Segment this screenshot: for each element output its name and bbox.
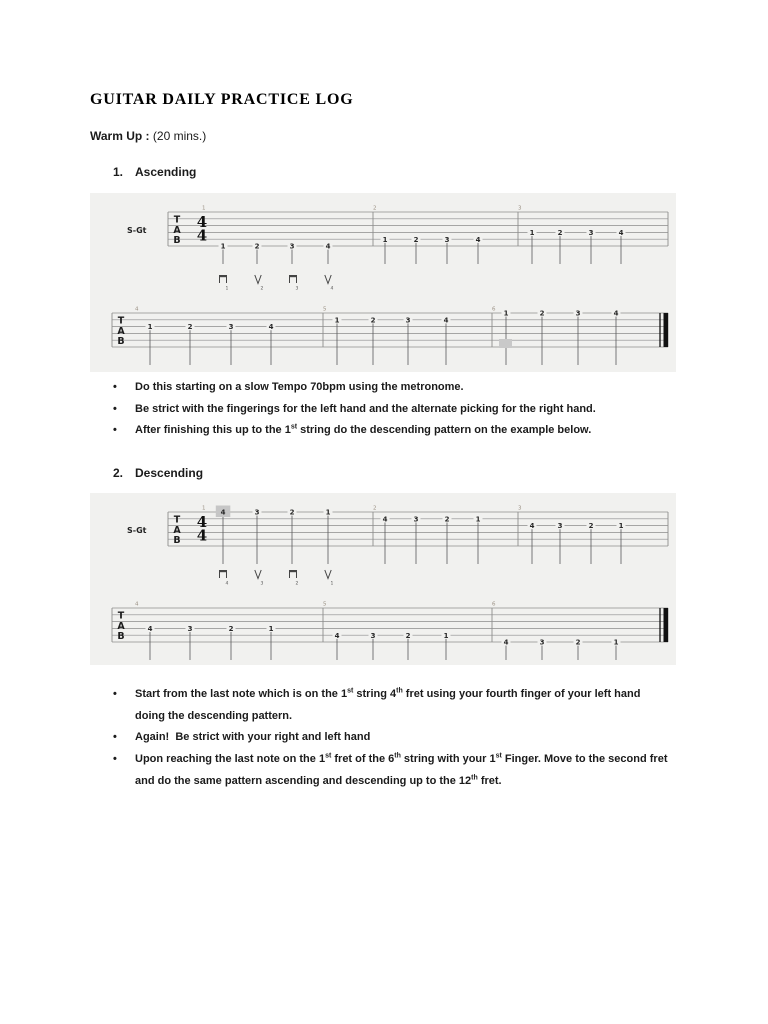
bullet-text: Do this starting on a slow Tempo 70bpm using the metronome. — [135, 381, 464, 393]
fret-number: 2 — [444, 515, 450, 524]
fret-number: 3 — [444, 235, 450, 244]
measure-number: 1 — [202, 505, 206, 512]
fret-number: 2 — [405, 631, 411, 640]
fret-number: 2 — [413, 235, 419, 244]
bullet-item — [112, 727, 672, 749]
page-title: GUITAR DAILY PRACTICE LOG — [90, 91, 354, 108]
fret-number: 4 — [613, 309, 619, 318]
tab-staff-svg — [90, 193, 676, 372]
upstroke-icon — [255, 570, 261, 579]
instrument-label: S-Gt — [127, 226, 147, 235]
fret-number: 2 — [254, 242, 260, 251]
bullet-glyph: • — [113, 381, 117, 393]
fret-number: 3 — [413, 515, 419, 524]
section-label: Descending — [135, 466, 204, 480]
fret-number: 1 — [147, 323, 153, 332]
fret-number: 1 — [613, 638, 619, 647]
bullet-text: Start from the last note which is on the 1st string 4th fret using your fourth finger of your left hand doing the descending pattern. — [135, 687, 641, 722]
fret-number: 3 — [228, 323, 234, 332]
warm-up-label: Warm Up : — [90, 129, 150, 143]
fret-number: 1 — [529, 229, 535, 237]
fret-number: 1 — [382, 235, 388, 244]
final-barline — [664, 608, 669, 642]
fret-number: 2 — [370, 316, 376, 325]
tab-image-descending — [90, 493, 676, 665]
tab-clef-letter: B — [173, 535, 181, 546]
bullet-text: Again! Be strict with your right and left hand — [135, 731, 371, 744]
picking-finger-digit: 4 — [225, 581, 229, 587]
time-signature-digit: 4 — [196, 526, 208, 545]
fret-number: 3 — [557, 522, 563, 531]
fret-number: 3 — [575, 309, 581, 318]
fret-number: 4 — [325, 242, 331, 251]
tab-clef-letter: T — [173, 214, 181, 226]
measure-number: 4 — [135, 306, 139, 313]
fret-number: 4 — [220, 508, 226, 517]
section-heading-ascending — [113, 165, 196, 179]
section-number: 2. — [113, 466, 124, 480]
fret-number: 4 — [382, 515, 388, 524]
section-number: 1. — [113, 165, 124, 179]
fret-number: 2 — [557, 229, 563, 237]
bullet-glyph: • — [113, 424, 117, 437]
tab-clef-letter: A — [117, 325, 125, 337]
warm-up-line — [90, 129, 206, 143]
edit-cursor — [499, 339, 512, 348]
time-signature-digit: 4 — [196, 226, 208, 245]
bullet-item — [112, 399, 672, 421]
fret-number: 4 — [147, 625, 153, 633]
fret-number: 1 — [443, 631, 449, 640]
downstroke-icon — [219, 275, 227, 283]
tab-clef-letter: A — [173, 524, 181, 536]
measure-number: 2 — [373, 505, 377, 512]
fret-number: 2 — [539, 309, 545, 318]
fret-number: 1 — [220, 242, 226, 251]
fret-number: 4 — [475, 235, 481, 244]
measure-number: 6 — [492, 306, 496, 313]
bullet-list-descending — [112, 684, 672, 793]
fret-number: 2 — [228, 625, 234, 633]
fret-number: 1 — [268, 625, 274, 633]
picking-finger-digit: 2 — [295, 581, 299, 587]
picking-finger-digit: 3 — [260, 581, 264, 587]
downstroke-icon — [289, 570, 297, 578]
fret-number: 4 — [334, 631, 340, 640]
tab-clef-letter: B — [117, 631, 125, 642]
measure-number: 3 — [518, 505, 522, 512]
time-signature-digit: 4 — [196, 512, 208, 531]
picking-finger-digit: 1 — [330, 581, 334, 587]
fret-number: 1 — [618, 522, 624, 531]
measure-number: 2 — [373, 205, 377, 212]
upstroke-icon — [255, 275, 261, 284]
bullet-glyph: • — [113, 731, 117, 744]
fret-number: 2 — [575, 638, 581, 647]
bullet-glyph: • — [113, 402, 117, 415]
bullet-item — [112, 684, 672, 727]
measure-number: 3 — [518, 205, 522, 212]
fret-number: 3 — [370, 631, 376, 640]
fret-number: 3 — [588, 229, 594, 237]
downstroke-icon — [219, 570, 227, 578]
instrument-label: S-Gt — [127, 526, 147, 535]
bullet-text: After finishing this up to the 1st string do the descending pattern on the example below. — [135, 423, 592, 437]
section-heading-descending — [113, 466, 203, 480]
upstroke-icon — [325, 570, 331, 579]
tab-clef-letter: T — [173, 514, 181, 526]
fret-number: 4 — [503, 638, 509, 647]
picking-finger-digit: 4 — [330, 286, 334, 292]
fret-number: 2 — [289, 508, 295, 517]
bullet-item — [112, 749, 672, 792]
upstroke-icon — [325, 275, 331, 284]
tab-image-ascending — [90, 193, 676, 372]
bullet-text: Upon reaching the last note on the 1st fret of the 6th string with your 1st Finger. Move to the second fret and do the same pattern ascending and descending up to the 12th fret. — [135, 752, 668, 787]
fret-number: 3 — [254, 508, 260, 517]
measure-number: 1 — [202, 205, 206, 212]
bullet-glyph: • — [113, 753, 117, 766]
fret-number: 1 — [475, 515, 481, 524]
downstroke-icon — [289, 275, 297, 283]
fret-number: 4 — [443, 316, 449, 325]
fret-number: 1 — [503, 309, 509, 318]
fret-number: 1 — [325, 508, 331, 517]
tab-staff-svg — [90, 493, 676, 665]
section-label: Ascending — [135, 165, 197, 179]
fret-number: 2 — [187, 323, 193, 332]
fret-number: 4 — [529, 522, 535, 531]
fret-number: 3 — [289, 242, 295, 251]
measure-number: 5 — [323, 306, 327, 313]
picking-finger-digit: 3 — [295, 286, 299, 292]
picking-finger-digit: 1 — [225, 286, 229, 292]
fret-number: 3 — [187, 625, 193, 633]
fret-number: 1 — [334, 316, 340, 325]
bullet-item — [112, 420, 672, 442]
bullet-text: Be strict with the fingerings for the left hand and the alternate picking for the right hand. — [135, 402, 596, 415]
measure-number: 5 — [323, 601, 327, 608]
fret-number: 2 — [588, 522, 594, 531]
final-barline — [664, 313, 669, 347]
measure-number: 6 — [492, 601, 496, 608]
bullet-list-ascending — [112, 377, 672, 442]
fret-number: 3 — [539, 638, 545, 647]
picking-finger-digit: 2 — [260, 286, 264, 292]
tab-clef-letter: A — [117, 620, 125, 632]
fret-number: 4 — [268, 323, 274, 332]
fret-number: 3 — [405, 316, 411, 325]
warm-up-duration: (20 mins.) — [152, 129, 207, 143]
bullet-glyph: • — [113, 688, 117, 700]
fret-number: 4 — [618, 229, 624, 237]
measure-number: 4 — [135, 601, 139, 608]
tab-clef-letter: B — [173, 235, 181, 246]
bullet-item — [112, 377, 672, 399]
time-signature-digit: 4 — [196, 212, 208, 231]
tab-clef-letter: T — [117, 315, 125, 327]
tab-clef-letter: B — [117, 336, 125, 347]
tab-clef-letter: T — [117, 610, 125, 622]
tab-clef-letter: A — [173, 224, 181, 236]
